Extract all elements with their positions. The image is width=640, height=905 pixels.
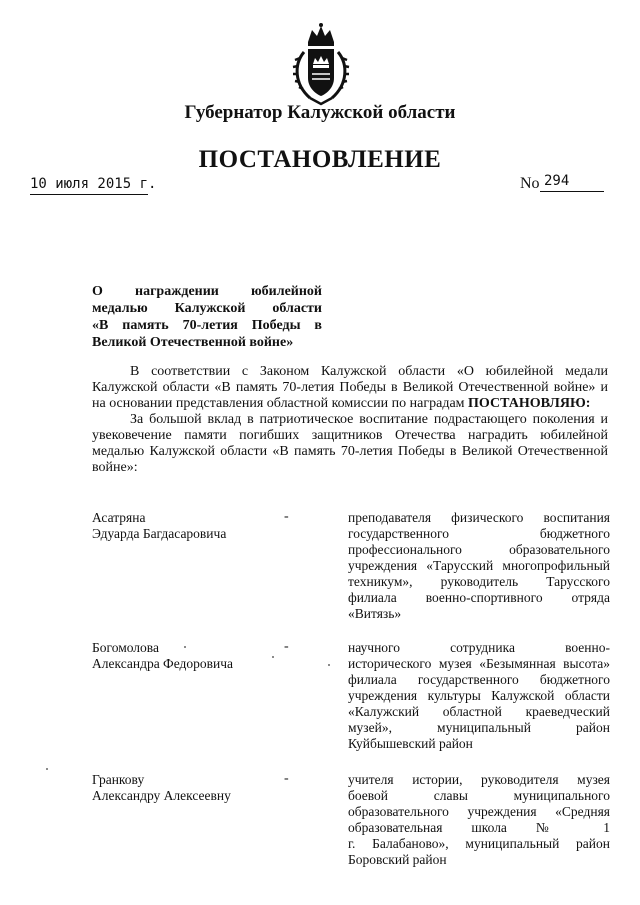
awardee-description-line: профессионального образовательного bbox=[348, 542, 610, 557]
awardee-description-line: государственного бюджетного bbox=[348, 526, 610, 541]
document-date: 10 июля 2015 г. bbox=[30, 176, 157, 192]
awardee-name: Александра Федоровича bbox=[92, 656, 234, 671]
scan-speck bbox=[272, 656, 274, 658]
coat-of-arms-icon bbox=[290, 22, 352, 106]
paragraph-line: За большой вклад в патриотическое воспитание подрастающего поколения и bbox=[130, 412, 608, 427]
number-underline bbox=[540, 191, 604, 192]
awardee-description-line: филиала военно-спортивного отряда bbox=[348, 590, 610, 605]
awardee-description-line: образовательного учреждения «Средняя bbox=[348, 804, 610, 819]
issuer-title: Губернатор Калужской области bbox=[184, 102, 456, 123]
scan-speck bbox=[328, 664, 330, 666]
resolution-keyword: ПОСТАНОВЛЯЮ: bbox=[468, 396, 591, 411]
separator-dash: - bbox=[284, 771, 289, 786]
paragraph-text: на основании представления областной комиссии по наградам bbox=[92, 396, 469, 411]
paragraph-line: медалью Калужской области «В память 70-летия Победы в Великой Отечественной bbox=[92, 444, 608, 459]
paragraph-line bbox=[92, 396, 608, 412]
awardee-description-line: преподавателя физического воспитания bbox=[348, 510, 610, 525]
awardee-surname: Богомолова bbox=[92, 640, 159, 655]
awardee-description-line: Боровский район bbox=[348, 852, 447, 867]
paragraph-line: Калужской области «В память 70-летия Победы в Великой Отечественной войне» и bbox=[92, 380, 608, 395]
title-line: медалью Калужской области bbox=[92, 301, 322, 316]
awardee-description-line: филиала государственного бюджетного bbox=[348, 672, 610, 687]
awardee-description-line: исторического музея «Безымянная высота» bbox=[348, 656, 610, 671]
separator-dash: - bbox=[284, 639, 289, 654]
awardee-description-line: учреждения «Тарусский многопрофильный bbox=[348, 558, 610, 573]
title-line: Великой Отечественной войне» bbox=[92, 335, 294, 350]
awardee-description-line: г. Балабаново», муниципальный район bbox=[348, 836, 610, 851]
awardee-description-line: «Витязь» bbox=[348, 606, 402, 621]
awardee-description-line: боевой славы муниципального bbox=[348, 788, 610, 803]
scan-speck bbox=[184, 646, 186, 648]
awardee-surname: Асатряна bbox=[92, 510, 146, 525]
awardee-surname: Гранкову bbox=[92, 772, 145, 787]
awardee-description-line: учителя истории, руководителя музея bbox=[348, 772, 610, 787]
awardee-description-line: Куйбышевский район bbox=[348, 736, 473, 751]
title-line: О награждении юбилейной bbox=[92, 284, 322, 299]
paragraph-line: увековечение памяти погибших защитников Отечества наградить юбилейной bbox=[92, 428, 608, 443]
awardee-name: Эдуарда Багдасаровича bbox=[92, 526, 227, 541]
paragraph-line: войне»: bbox=[92, 460, 138, 475]
awardee-description-line: научного сотрудника военно- bbox=[348, 640, 610, 655]
paragraph-line: В соответствии с Законом Калужской области «О юбилейной медали bbox=[130, 364, 608, 379]
document-number: 294 bbox=[544, 173, 570, 189]
scan-speck bbox=[46, 768, 48, 770]
date-underline bbox=[30, 194, 148, 195]
number-sign: No bbox=[520, 175, 540, 192]
title-line: «В память 70-летия Победы в bbox=[92, 318, 322, 333]
awardee-name: Александру Алексеевну bbox=[92, 788, 231, 803]
awardee-description-line: образовательная школа № 1 bbox=[348, 820, 610, 835]
awardee-description-line: учреждения культуры Калужской области bbox=[348, 688, 610, 703]
document-type: ПОСТАНОВЛЕНИЕ bbox=[198, 146, 442, 173]
awardee-description-line: техникум», руководитель Тарусского bbox=[348, 574, 610, 589]
separator-dash: - bbox=[284, 509, 289, 524]
awardee-description-line: музей», муниципальный район bbox=[348, 720, 610, 735]
awardee-description-line: «Калужский областной краеведческий bbox=[348, 704, 610, 719]
